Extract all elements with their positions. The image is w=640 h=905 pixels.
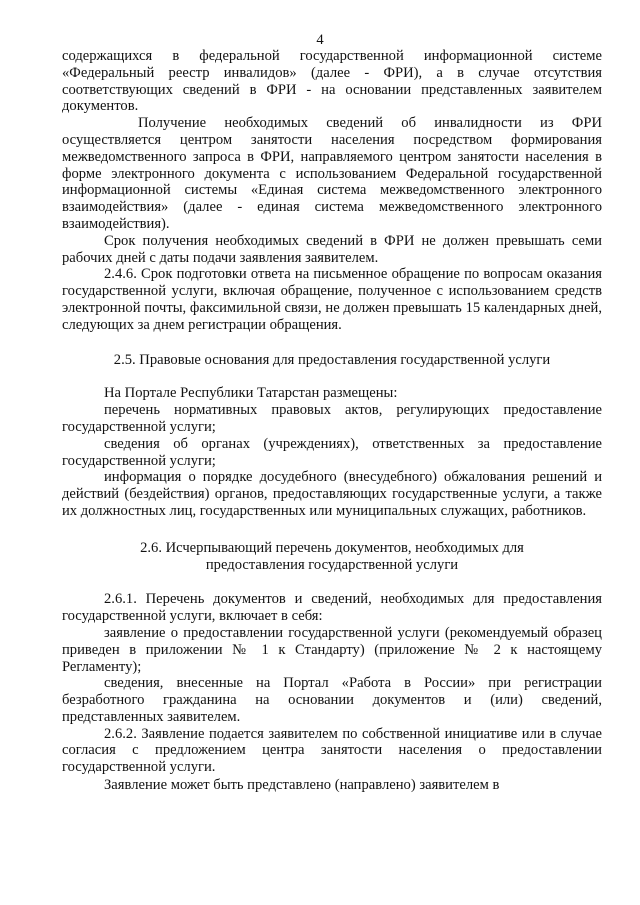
paragraph: информация о порядке досудебного (внесудебного) обжалования решений и действий (бездействия) органов, предоставляющих государственные услуги, а также их должностных лиц, государственных или муниципальных служащих, работников. bbox=[62, 469, 602, 519]
paragraph: Получение необходимых сведений об инвалидности из ФРИ осуществляется центром занятости населения посредством формирования межведомственного запроса в ФРИ, направляемого центром занятости населения в форме электронного документа с использованием Федеральной государственной информационной системы «Единая система межведомственного электронного взаимодействия» (далее - единая система межведомственного электронного взаимодействия). bbox=[62, 115, 602, 232]
document-body bbox=[62, 48, 602, 794]
paragraph: 2.6.2. Заявление подается заявителем по собственной инициативе или в случае согласия с предложением центра занятости населения о предоставлении государственной услуги. bbox=[62, 725, 602, 776]
page-number: 4 bbox=[316, 32, 324, 48]
section-heading: 2.5. Правовые основания для предоставления государственной услуги bbox=[113, 351, 551, 368]
paragraph: перечень нормативных правовых актов, регулирующих предоставление государственной услуги; bbox=[62, 402, 602, 435]
paragraph: заявление о предоставлении государственной услуги (рекомендуемый образец приведен в приложении № 1 к Стандарту) (приложение № 2 к настоящему Регламенту); bbox=[62, 624, 602, 675]
paragraph: содержащихся в федеральной государственной информационной системе «Федеральный реестр инвалидов» (далее - ФРИ), а в случае отсутствия соответствующих сведений в ФРИ - на основании представленных заявителем документов. bbox=[62, 48, 602, 115]
paragraph: сведения об органах (учреждениях), ответственных за предоставление государственной услуги; bbox=[62, 435, 602, 469]
section-heading: 2.6. Исчерпывающий перечень документов, необходимых для предоставления государственной услуги bbox=[140, 539, 524, 573]
paragraph: 2.6.1. Перечень документов и сведений, необходимых для предоставления государственной услуги, включает в себя: bbox=[62, 591, 602, 625]
paragraph: сведения, внесенные на Портал «Работа в России» при регистрации безработного гражданина на основании документов и (или) сведений, представленных заявителем. bbox=[62, 675, 602, 725]
paragraph: Заявление может быть представлено (направлено) заявителем в bbox=[104, 777, 500, 794]
paragraph: На Портале Республики Татарстан размещены: bbox=[104, 385, 398, 402]
paragraph: 2.4.6. Срок подготовки ответа на письменное обращение по вопросам оказания государственной услуги, включая обращение, полученное с использованием средств электронной почты, факсимильной связи, не должен превышать 15 календарных дней, следующих за днем регистрации обращения. bbox=[62, 266, 602, 333]
paragraph: Срок получения необходимых сведений в ФРИ не должен превышать семи рабочих дней с даты подачи заявления заявителем. bbox=[62, 232, 602, 266]
